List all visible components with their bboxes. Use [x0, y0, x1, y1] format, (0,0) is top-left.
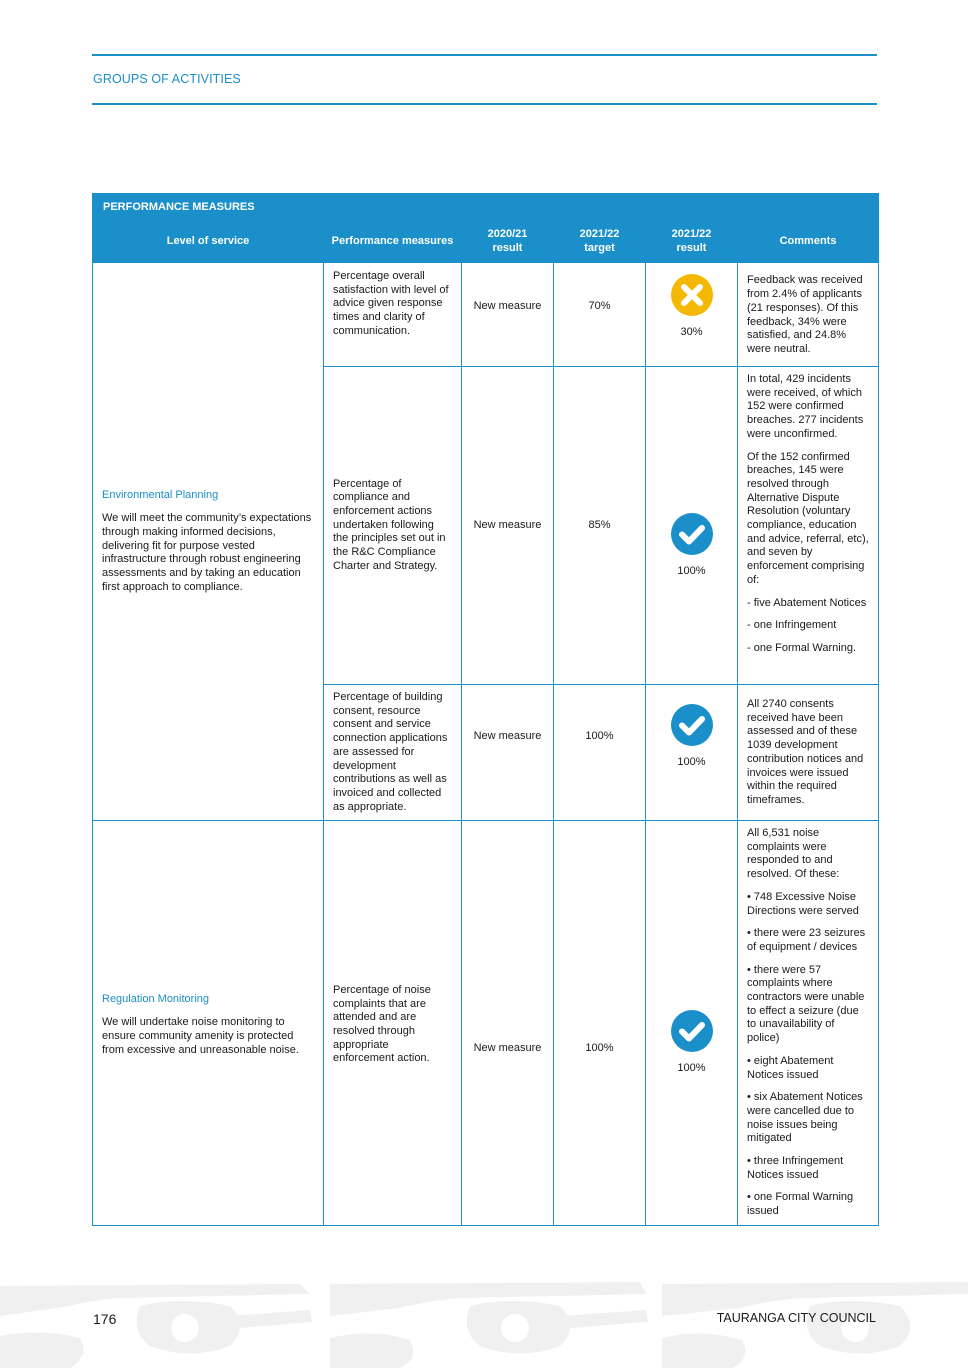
comment-text: - one Formal Warning. — [747, 641, 857, 654]
comment-text: • six Abatement Notices were cancelled due to noise issues being mitigated — [747, 1091, 863, 1145]
comment-text: All 6,531 noise complaints were responded to and resolved. Of these: — [747, 827, 840, 881]
header-rule-bottom — [92, 103, 877, 105]
target: 100% — [554, 821, 646, 1226]
comment-text: • 748 Excessive Noise Directions were served — [747, 890, 859, 917]
performance-measures-table — [92, 193, 879, 1226]
section-label: GROUPS OF ACTIVITIES — [93, 72, 241, 86]
prev-result: New measure — [462, 685, 554, 821]
performance-measure: Percentage of compliance and enforcement actions undertaken following the principles set out in the R&C Compliance Charter and Strategy. — [324, 367, 462, 685]
comment-text: • three Infringement Notices issued — [747, 1155, 844, 1181]
comment-text: Of the 152 confirmed breaches, 145 were resolved through Alternative Dispute Resolution (voluntary compliance, education and advice, referral, etc), and seven by enforcement comprising of: — [747, 450, 869, 586]
prev-result: New measure — [462, 367, 554, 685]
level-of-service-name: Environmental Planning — [102, 488, 219, 501]
comments-cell — [738, 821, 879, 1226]
column-header: Performance measures — [324, 222, 462, 263]
level-of-service-cell — [93, 821, 324, 1226]
organisation-name: TAURANGA CITY COUNCIL — [716, 1311, 876, 1325]
result-cell — [646, 685, 738, 821]
table-title-row — [93, 194, 879, 222]
comment-text: • there were 23 seizures of equipment / devices — [747, 927, 866, 953]
prev-result: New measure — [462, 263, 554, 367]
comment-text: • eight Abatement Notices issued — [747, 1054, 834, 1081]
result-value: 100% — [677, 755, 706, 768]
comment-text: - one Infringement — [747, 619, 837, 632]
level-of-service-description: We will meet the community’s expectations through making informed decisions, delivering fit for purpose vested infrastructure through robust engineering assessments and by taking an education first approach to compliance. — [102, 512, 312, 593]
page-number: 176 — [93, 1311, 117, 1327]
level-of-service-description: We will undertake noise monitoring to ensure community amenity is protected from excessive and unreasonable noise. — [102, 1016, 299, 1056]
column-header: Level of service — [93, 222, 324, 263]
target: 70% — [554, 263, 646, 367]
comment-text: Feedback was received from 2.4% of applicants (21 responses). Of this feedback, 34% were satisfied, and 24.8% were neutral. — [747, 274, 863, 355]
comment-text: • there were 57 complaints where contractors were unable to effect a seizure (due to unavailability of police) — [747, 963, 865, 1045]
check-icon — [671, 1010, 713, 1052]
header-rule-top — [92, 54, 877, 56]
table-row — [93, 821, 879, 1226]
result-value: 30% — [680, 325, 703, 338]
comments-cell — [738, 685, 879, 821]
result-cell — [646, 263, 738, 367]
column-header: 2021/22 result — [646, 222, 738, 263]
comment-text: • one Formal Warning issued — [747, 1191, 854, 1218]
comment-text: - five Abatement Notices — [747, 596, 867, 609]
table-header-row — [93, 222, 879, 263]
result-cell — [646, 367, 738, 685]
result-cell — [646, 821, 738, 1226]
level-of-service-cell — [93, 263, 324, 821]
table-row — [93, 263, 879, 367]
level-of-service-name: Regulation Monitoring — [102, 992, 210, 1005]
cross-icon — [671, 274, 713, 316]
comments-cell — [738, 263, 879, 367]
table-title: PERFORMANCE MEASURES — [93, 194, 879, 222]
result-value: 100% — [677, 564, 706, 577]
column-header: Comments — [738, 222, 879, 263]
target: 85% — [554, 367, 646, 685]
comment-text: In total, 429 incidents were received, of which 152 were confirmed breaches. 277 incidents were unconfirmed. — [747, 373, 864, 440]
performance-measure: Percentage overall satisfaction with level of advice given response times and clarity of communication. — [324, 263, 462, 367]
prev-result: New measure — [462, 821, 554, 1226]
comments-cell — [738, 367, 879, 685]
column-header: 2021/22 target — [554, 222, 646, 263]
performance-measure: Percentage of noise complaints that are attended and are resolved through appropriate enforcement action. — [324, 821, 462, 1226]
target: 100% — [554, 685, 646, 821]
comment-text: All 2740 consents received have been assessed and of these 1039 development contribution notices and invoices were issued within the required timeframes. — [747, 698, 864, 806]
result-value: 100% — [677, 1062, 706, 1075]
performance-measure: Percentage of building consent, resource consent and service connection applications are assessed for development contributions as well as invoiced and collected as appropriate. — [324, 685, 462, 821]
column-header: 2020/21 result — [462, 222, 554, 263]
check-icon — [671, 704, 713, 746]
check-icon — [671, 513, 713, 555]
